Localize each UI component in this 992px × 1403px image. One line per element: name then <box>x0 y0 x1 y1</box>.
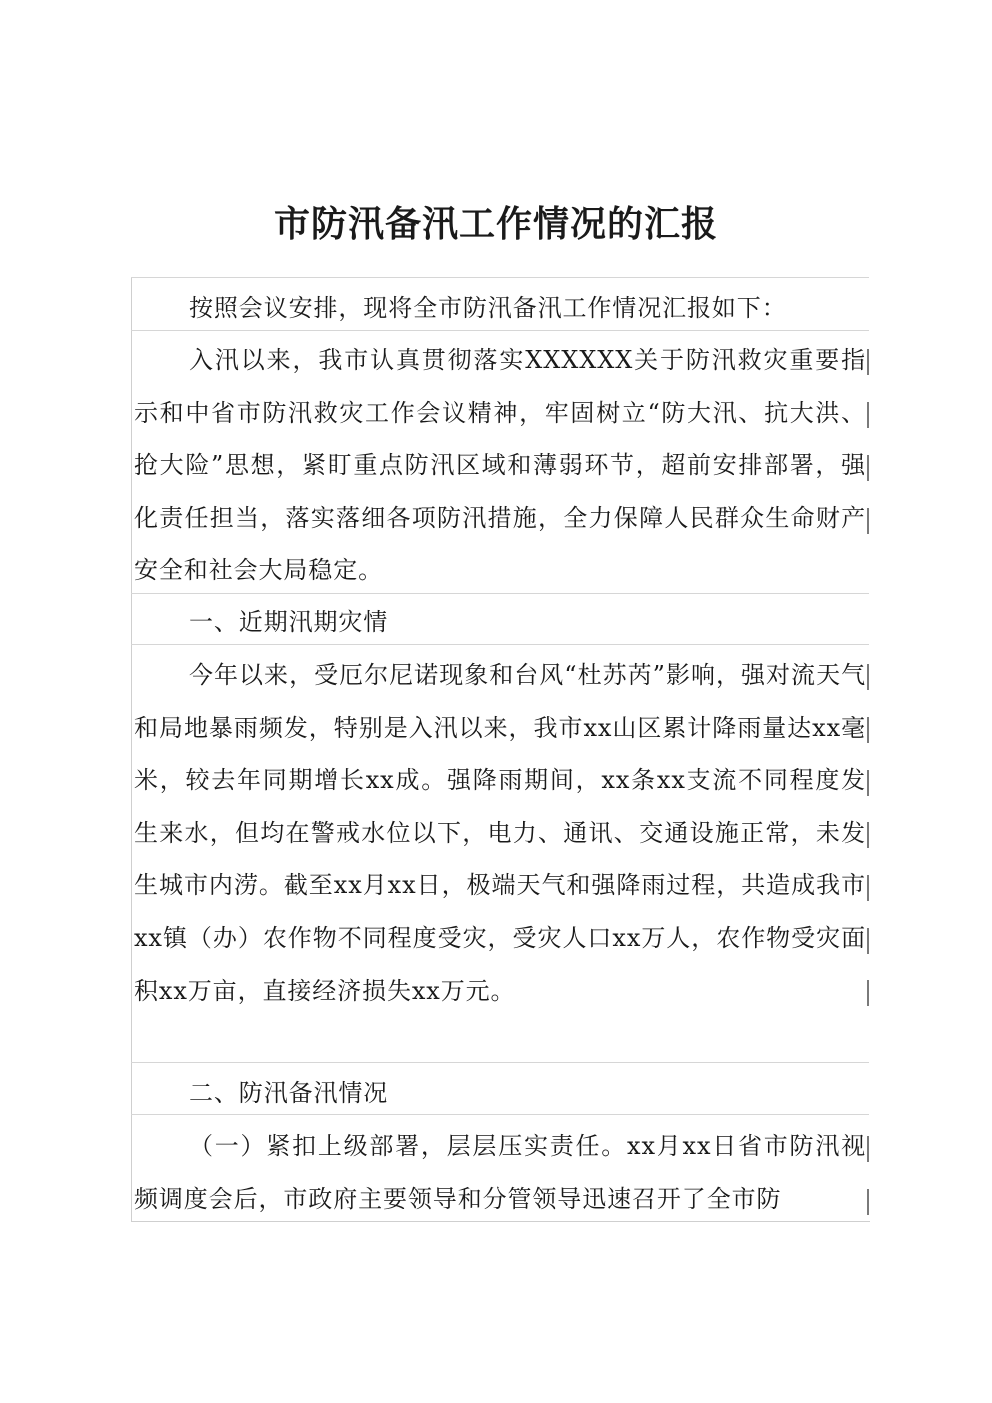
line-end-mark <box>867 349 869 375</box>
line-end-mark <box>867 508 869 534</box>
section-heading: 二、防汛备汛情况 <box>189 1079 389 1107</box>
section-heading: 一、近期汛期灾情 <box>189 608 389 636</box>
line-end-mark <box>867 664 869 690</box>
line-end-mark <box>867 1136 869 1162</box>
line-end-mark <box>867 928 869 954</box>
line-end-mark <box>867 1189 869 1215</box>
line-end-mark <box>867 455 869 481</box>
line-end-mark <box>867 770 869 796</box>
line-end-mark <box>867 822 869 848</box>
body-paragraph: （一）紧扣上级部署，层层压实责任。xx月xx日省市防汛视频调度会后，市政府主要领导和分管领导迅速召开了全市防 <box>134 1132 866 1213</box>
line-end-mark <box>867 402 869 428</box>
frame-rule <box>131 1062 869 1063</box>
line-end-mark <box>867 980 869 1006</box>
line-end-mark <box>867 717 869 743</box>
body-paragraph: 入汛以来，我市认真贯彻落实XXXXXX关于防汛救灾重要指示和中省市防汛救灾工作会议精神，牢固树立“防大汛、抗大洪、抢大险”思想，紧盯重点防汛区域和薄弱环节，超前安排部署，强化责任担当，落实落细各项防汛措施，全力保障人民群众生命财产安全和社会大局稳定。 <box>134 346 866 585</box>
line-end-mark <box>867 875 869 901</box>
body-paragraph: 今年以来，受厄尔尼诺现象和台风“杜苏芮”影响，强对流天气和局地暴雨频发，特别是入汛以来，我市xx山区累计降雨量达xx毫米，较去年同期增长xx成。强降雨期间，xx条xx支流不同程度发生来水，但均在警戒水位以下，电力、通讯、交通设施正常，未发生城市内涝。截至xx月xx日，极端天气和强降雨过程，共造成我市xx镇（办）农作物不同程度受灾，受灾人口xx万人，农作物受灾面积xx万亩，直接经济损失xx万元。 <box>134 661 866 1005</box>
intro-paragraph: 按照会议安排，现将全市防汛备汛工作情况汇报如下： <box>189 294 787 322</box>
frame-rule <box>131 277 869 278</box>
document-title: 市防汛备汛工作情况的汇报 <box>273 203 718 245</box>
